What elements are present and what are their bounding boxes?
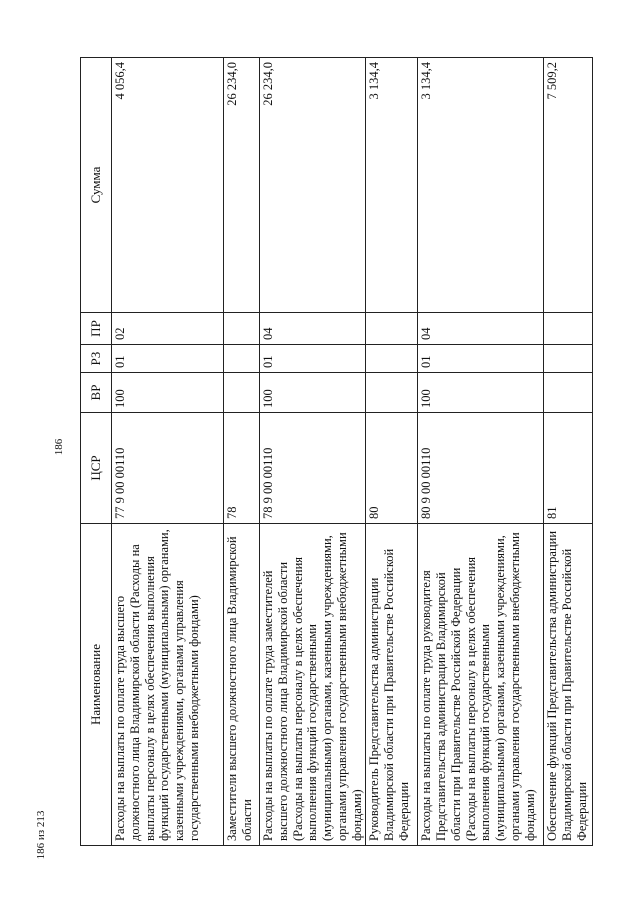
cell-pr: 04 bbox=[260, 313, 366, 345]
header-rz: РЗ bbox=[81, 345, 112, 373]
cell-name: Расходы на выплаты по оплате труда высшего должностного лица Владимирской области (Расходы на выплаты персоналу в целях обеспечения выполнения функций государственными (муниципальными) органами, казенными учреждениями, органами управления государственными внебюджетными фондами) bbox=[112, 524, 224, 846]
header-csr: ЦСР bbox=[81, 413, 112, 524]
table-row bbox=[224, 58, 260, 846]
cell-vr: 100 bbox=[260, 373, 366, 413]
cell-sum: 3 134,4 bbox=[418, 58, 544, 313]
cell-vr: 100 bbox=[112, 373, 224, 413]
budget-table bbox=[80, 57, 593, 846]
cell-rz: 01 bbox=[418, 345, 544, 373]
cell-csr: 78 9 00 00110 bbox=[260, 413, 366, 524]
cell-csr: 81 bbox=[544, 413, 593, 524]
cell-sum: 3 134,4 bbox=[366, 58, 418, 313]
cell-csr: 80 9 00 00110 bbox=[418, 413, 544, 524]
cell-sum: 4 056,4 bbox=[112, 58, 224, 313]
rotated-table-wrapper bbox=[80, 58, 589, 846]
cell-pr bbox=[224, 313, 260, 345]
cell-name: Заместители высшего должностного лица Владимирской области bbox=[224, 524, 260, 846]
cell-sum: 26 234,0 bbox=[224, 58, 260, 313]
header-pr: ПР bbox=[81, 313, 112, 345]
cell-rz: 01 bbox=[112, 345, 224, 373]
page-footer: 186 из 213 bbox=[35, 810, 47, 860]
header-name: Наименование bbox=[81, 524, 112, 846]
cell-csr: 78 bbox=[224, 413, 260, 524]
header-sum: Сумма bbox=[81, 58, 112, 313]
table-row bbox=[544, 58, 593, 846]
cell-vr bbox=[224, 373, 260, 413]
cell-name: Расходы на выплаты по оплате труда заместителей высшего должностного лица Владимирской области (Расходы на выплаты персоналу в целях обеспечения выполнения функций государственными (муниципальными) органами, казенными учреждениями, органами управления государственными внебюджетными фондами) bbox=[260, 524, 366, 846]
cell-rz bbox=[544, 345, 593, 373]
cell-rz bbox=[366, 345, 418, 373]
table-row bbox=[418, 58, 544, 846]
table-row bbox=[260, 58, 366, 846]
cell-sum: 26 234,0 bbox=[260, 58, 366, 313]
header-vr: ВР bbox=[81, 373, 112, 413]
table-row bbox=[112, 58, 224, 846]
cell-sum: 7 509,2 bbox=[544, 58, 593, 313]
cell-csr: 77 9 00 00110 bbox=[112, 413, 224, 524]
table-header-row bbox=[81, 58, 112, 846]
cell-name: Расходы на выплаты по оплате труда руководителя Представительства администрации Владимирской области при Правительстве Российской Федерации (Расходы на выплаты персоналу в целях обеспечения выполнения функций государственными (муниципальными) органами, казенными учреждениями, органами управления государственными внебюджетными фондами) bbox=[418, 524, 544, 846]
cell-vr bbox=[366, 373, 418, 413]
cell-name: Руководитель Представительства администрации Владимирской области при Правительстве Российской Федерации bbox=[366, 524, 418, 846]
cell-rz: 01 bbox=[260, 345, 366, 373]
cell-name: Обеспечение функций Представительства администрации Владимирской области при Правительстве Российской Федерации bbox=[544, 524, 593, 846]
cell-csr: 80 bbox=[366, 413, 418, 524]
table-row bbox=[366, 58, 418, 846]
cell-pr: 02 bbox=[112, 313, 224, 345]
cell-pr bbox=[366, 313, 418, 345]
cell-rz bbox=[224, 345, 260, 373]
cell-vr: 100 bbox=[418, 373, 544, 413]
cell-pr: 04 bbox=[418, 313, 544, 345]
cell-vr bbox=[544, 373, 593, 413]
cell-pr bbox=[544, 313, 593, 345]
page-number: 186 bbox=[53, 438, 65, 456]
